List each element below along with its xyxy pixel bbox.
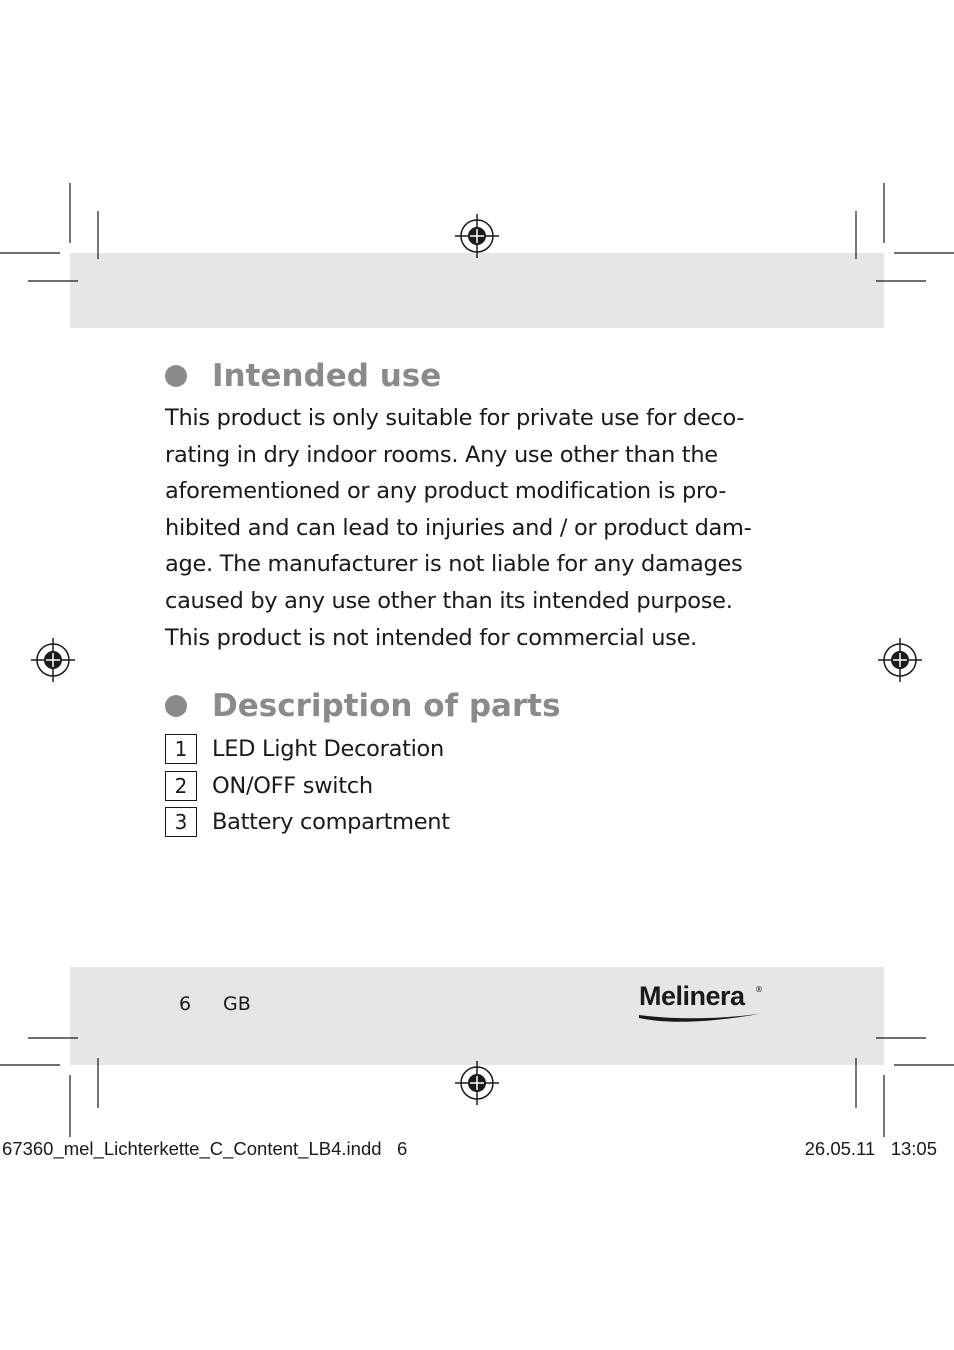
- description-of-parts-heading-text: Description of parts: [212, 688, 561, 724]
- slug-date-time: 26.05.11 13:05: [804, 1138, 937, 1159]
- bullet-icon: [165, 365, 187, 387]
- registered-mark: ®: [755, 985, 763, 994]
- registration-mark-left: [31, 638, 75, 682]
- part-number-box: 3: [165, 807, 197, 837]
- page-number: 6: [179, 993, 192, 1015]
- slug-file-info: 67360_mel_Lichterkette_C_Content_LB4.indd 6: [2, 1138, 408, 1159]
- logo-swoosh-icon: [637, 1007, 761, 1025]
- paragraph-line: hibited and can lead to injuries and / or product dam-: [165, 514, 752, 541]
- paragraph-line: rating in dry indoor rooms. Any use other than the: [165, 441, 718, 468]
- intended-use-heading-text: Intended use: [212, 358, 442, 394]
- brand-logo-text: Melinera: [639, 981, 745, 1011]
- paragraph-line: aforementioned or any product modification is pro-: [165, 478, 727, 505]
- bullet-icon: [165, 695, 187, 717]
- list-item: [165, 768, 450, 805]
- list-item: [165, 804, 450, 841]
- part-label: Battery compartment: [212, 809, 450, 836]
- list-item: [165, 731, 450, 768]
- registration-mark-bottom: [455, 1061, 499, 1105]
- intended-use-paragraph: [165, 400, 765, 656]
- paragraph-line: age. The manufacturer is not liable for any damages: [165, 551, 743, 578]
- paragraph-line: caused by any use other than its intended purpose.: [165, 587, 733, 614]
- brand-logo: [637, 981, 767, 1027]
- registration-mark-top: [455, 214, 499, 258]
- intended-use-heading: [165, 358, 441, 394]
- registration-mark-right: [878, 638, 922, 682]
- description-of-parts-heading: [165, 688, 561, 724]
- parts-list: [165, 731, 450, 841]
- part-number-box: 2: [165, 771, 197, 801]
- part-number-box: 1: [165, 734, 197, 764]
- paragraph-line: This product is only suitable for private use for deco-: [165, 405, 745, 431]
- language-code: GB: [223, 993, 251, 1015]
- part-label: LED Light Decoration: [212, 736, 444, 763]
- part-label: ON/OFF switch: [212, 772, 373, 799]
- paragraph-line: This product is not intended for commercial use.: [165, 624, 697, 651]
